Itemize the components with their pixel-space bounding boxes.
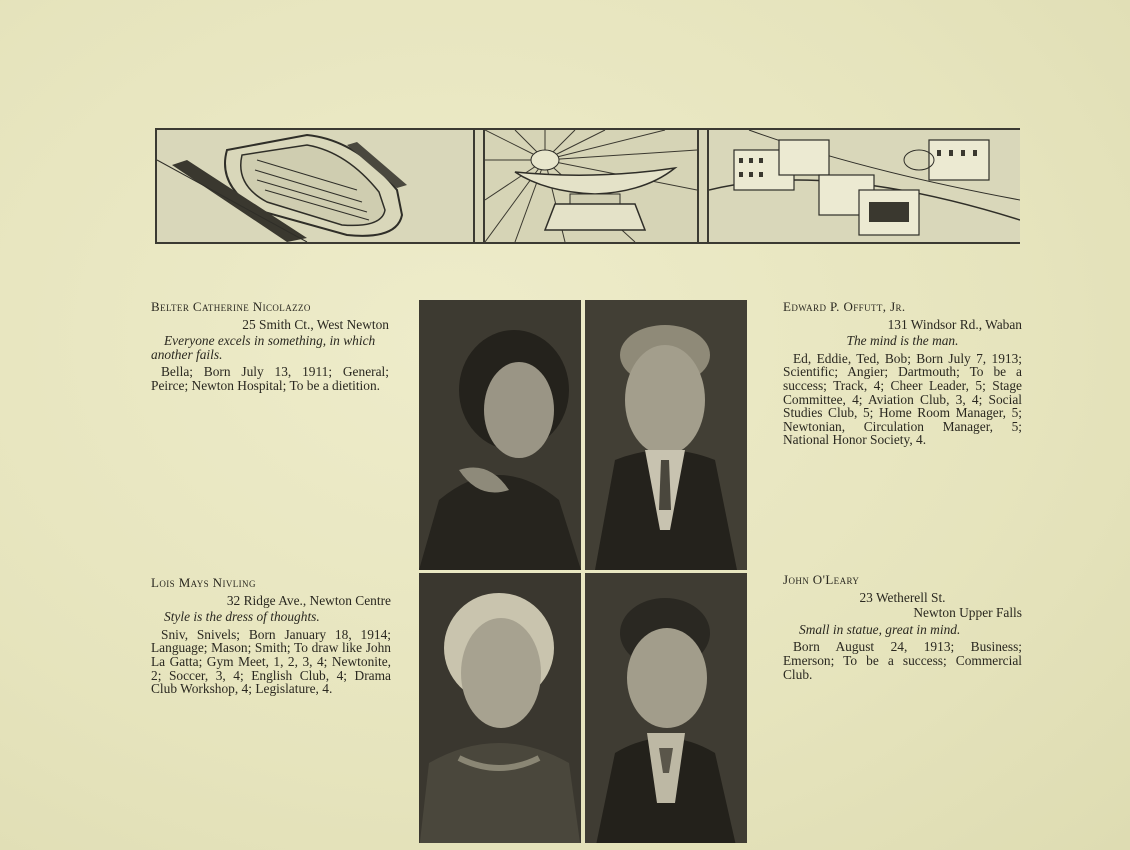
student-name: John O'Leary: [783, 572, 860, 587]
school-campus-illustration: [707, 130, 1020, 242]
student-name: Lois Mays Nivling: [151, 575, 256, 590]
student-motto: Style is the dress of thoughts.: [164, 609, 320, 625]
entry-nicolazzo: [151, 300, 389, 393]
student-address: 32 Ridge Ave., Newton Centre: [226, 592, 391, 608]
student-bio: Born August 24, 1913; Business; Emerson; To be a success; Commercial Club.: [783, 639, 1022, 682]
student-name: Belter Catherine Nicolazzo: [151, 299, 311, 314]
student-motto: Everyone excels in something, in which another fails.: [151, 333, 376, 362]
athletic-field-illustration: [157, 130, 475, 242]
student-bio: Ed, Eddie, Ted, Bob; Born July 7, 1913; Scientific; Angier; Dartmouth; To be a success; Track, 4; Cheer Leader, 5; Stage Committee, 4; Aviation Club, 3, 4; Social Studies Club, 5; Home Room Manager, 5; Newtonian, Circulation Manager, 5; National Honor Society, 4.: [783, 350, 1022, 448]
student-motto: The mind is the man.: [846, 333, 959, 349]
student-motto: Small in statue, great in mind.: [799, 621, 961, 637]
student-address: 131 Windsor Rd., Waban: [887, 316, 1022, 332]
student-address-line2: Newton Upper Falls: [913, 605, 1022, 621]
lamp-of-learning-illustration: [483, 130, 699, 242]
student-bio: Bella; Born July 13, 1911; General; Peirce; Newton Hospital; To be a dietition.: [151, 364, 389, 393]
entry-offutt: [783, 300, 1022, 447]
student-name: Edward P. Offutt, Jr.: [783, 299, 906, 314]
portrait-offutt: [585, 300, 747, 570]
student-bio: Sniv, Snivels; Born January 18, 1914; Language; Mason; Smith; To draw like John La Gatta; Gym Meet, 1, 2, 3, 4; Newtonite, 2; Soccer, 3, 4; English Club, 4; Drama Club Workshop, 4; Legislature, 4.: [151, 626, 391, 697]
portrait-nicolazzo: [419, 300, 581, 570]
student-address: 25 Smith Ct., West Newton: [242, 316, 389, 332]
portrait-nivling: [419, 573, 581, 843]
entry-nivling: [151, 576, 391, 696]
entry-oleary: [783, 573, 1022, 681]
header-illustration-band: [155, 128, 1020, 244]
portrait-oleary: [585, 573, 747, 843]
student-address-line1: 23 Wetherell St.: [859, 589, 946, 605]
